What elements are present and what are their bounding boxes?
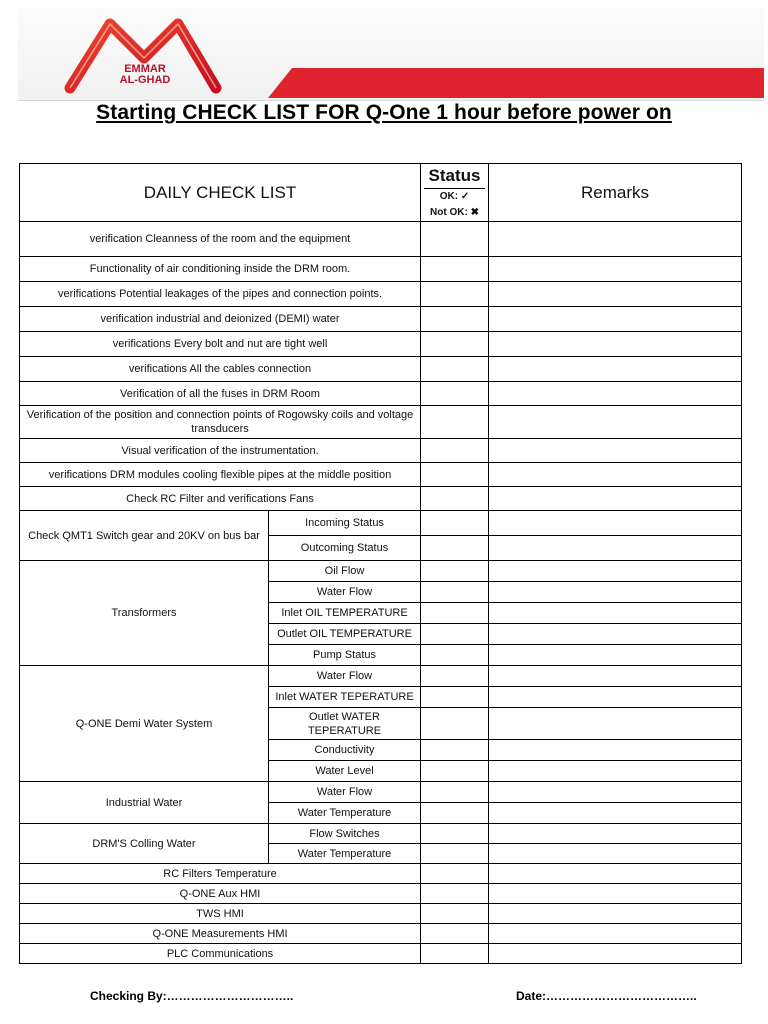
check-item: verification industrial and deionized (DEMI) water	[20, 307, 421, 332]
check-item: Verification of the position and connection points of Rogowsky coils and voltage transducers	[20, 406, 421, 439]
status-cell[interactable]	[421, 582, 489, 603]
sub-item: Outlet WATER TEPERATURE	[269, 708, 421, 740]
remarks-cell[interactable]	[489, 332, 742, 357]
remarks-cell[interactable]	[489, 382, 742, 406]
logo-text	[110, 64, 180, 86]
remarks-cell[interactable]	[489, 511, 742, 536]
group-label-industrial-water: Industrial Water	[20, 782, 269, 824]
status-cell[interactable]	[421, 487, 489, 511]
status-cell[interactable]	[421, 924, 489, 944]
emmar-al-ghad-logo	[62, 18, 224, 98]
table-row	[20, 511, 742, 536]
remarks-cell[interactable]	[489, 803, 742, 824]
date-field[interactable]: Date:………………………………..	[516, 989, 697, 1003]
status-cell[interactable]	[421, 687, 489, 708]
sub-item: Water Temperature	[269, 803, 421, 824]
table-row	[20, 439, 742, 463]
table-row	[20, 561, 742, 582]
sub-item: Water Flow	[269, 666, 421, 687]
status-cell[interactable]	[421, 666, 489, 687]
remarks-header: Remarks	[489, 164, 742, 222]
table-row	[20, 944, 742, 964]
daily-check-list-header: DAILY CHECK LIST	[20, 164, 421, 222]
sub-item: Outcoming Status	[269, 536, 421, 561]
status-cell[interactable]	[421, 406, 489, 439]
check-item: Verification of all the fuses in DRM Room	[20, 382, 421, 406]
status-cell[interactable]	[421, 307, 489, 332]
sub-item: Water Flow	[269, 582, 421, 603]
remarks-cell[interactable]	[489, 561, 742, 582]
logo-line-2: AL-GHAD	[119, 74, 171, 86]
remarks-cell[interactable]	[489, 884, 742, 904]
remarks-cell[interactable]	[489, 708, 742, 740]
remarks-cell[interactable]	[489, 357, 742, 382]
status-cell[interactable]	[421, 708, 489, 740]
remarks-cell[interactable]	[489, 282, 742, 307]
check-item: verifications Potential leakages of the pipes and connection points.	[20, 282, 421, 307]
status-cell[interactable]	[421, 782, 489, 803]
table-row	[20, 487, 742, 511]
remarks-cell[interactable]	[489, 307, 742, 332]
check-item: Q-ONE Measurements HMI	[20, 924, 421, 944]
remarks-cell[interactable]	[489, 904, 742, 924]
check-item: verification Cleanness of the room and the equipment	[20, 222, 421, 257]
status-cell[interactable]	[421, 439, 489, 463]
sub-item: Inlet WATER TEPERATURE	[269, 687, 421, 708]
remarks-cell[interactable]	[489, 487, 742, 511]
status-cell[interactable]	[421, 624, 489, 645]
check-item: PLC Communications	[20, 944, 421, 964]
group-label-demi-water: Q-ONE Demi Water System	[20, 666, 269, 782]
status-cell[interactable]	[421, 222, 489, 257]
status-not-ok-legend: Not OK: ✖	[430, 207, 479, 218]
status-cell[interactable]	[421, 803, 489, 824]
table-row	[20, 307, 742, 332]
table-row	[20, 282, 742, 307]
sub-item: Water Flow	[269, 782, 421, 803]
remarks-cell[interactable]	[489, 687, 742, 708]
table-row	[20, 406, 742, 439]
check-item: Visual verification of the instrumentation.	[20, 439, 421, 463]
table-row	[20, 782, 742, 803]
remarks-cell[interactable]	[489, 406, 742, 439]
remarks-cell[interactable]	[489, 864, 742, 884]
status-header	[421, 164, 489, 222]
page-title: Starting CHECK LIST FOR Q-One 1 hour before power on	[96, 101, 672, 124]
table-row	[20, 864, 742, 884]
group-label-drm-cooling-water: DRM'S Colling Water	[20, 824, 269, 864]
table-row	[20, 904, 742, 924]
table-row	[20, 884, 742, 904]
table-row	[20, 463, 742, 487]
check-item: Functionality of air conditioning inside the DRM room.	[20, 257, 421, 282]
remarks-cell[interactable]	[489, 740, 742, 761]
group-label-qmt1: Check QMT1 Switch gear and 20KV on bus bar	[20, 511, 269, 561]
checking-by-field[interactable]: Checking By:…………………………..	[90, 989, 294, 1003]
check-item: TWS HMI	[20, 904, 421, 924]
status-cell[interactable]	[421, 904, 489, 924]
remarks-cell[interactable]	[489, 257, 742, 282]
status-cell[interactable]	[421, 844, 489, 864]
remarks-cell[interactable]	[489, 463, 742, 487]
status-cell[interactable]	[421, 761, 489, 782]
remarks-cell[interactable]	[489, 824, 742, 844]
header-accent-band	[268, 68, 764, 98]
table-row	[20, 666, 742, 687]
sub-item: Conductivity	[269, 740, 421, 761]
sub-item: Incoming Status	[269, 511, 421, 536]
status-cell[interactable]	[421, 884, 489, 904]
check-item: RC Filters Temperature	[20, 864, 421, 884]
check-item: verifications DRM modules cooling flexible pipes at the middle position	[20, 463, 421, 487]
status-cell[interactable]	[421, 740, 489, 761]
remarks-cell[interactable]	[489, 536, 742, 561]
sub-item: Water Temperature	[269, 844, 421, 864]
status-cell[interactable]	[421, 603, 489, 624]
remarks-cell[interactable]	[489, 924, 742, 944]
table-header-row	[20, 164, 742, 222]
remarks-cell[interactable]	[489, 782, 742, 803]
sub-item: Water Level	[269, 761, 421, 782]
remarks-cell[interactable]	[489, 944, 742, 964]
status-cell[interactable]	[421, 282, 489, 307]
remarks-cell[interactable]	[489, 603, 742, 624]
daily-check-table	[19, 163, 742, 964]
remarks-cell[interactable]	[489, 624, 742, 645]
status-cell[interactable]	[421, 357, 489, 382]
table-row	[20, 332, 742, 357]
table-row	[20, 382, 742, 406]
remarks-cell[interactable]	[489, 761, 742, 782]
status-cell[interactable]	[421, 382, 489, 406]
status-title: Status	[424, 164, 485, 189]
status-cell[interactable]	[421, 257, 489, 282]
check-item: verifications All the cables connection	[20, 357, 421, 382]
remarks-cell[interactable]	[489, 844, 742, 864]
remarks-cell[interactable]	[489, 582, 742, 603]
table-row	[20, 257, 742, 282]
sub-item: Inlet OIL TEMPERATURE	[269, 603, 421, 624]
status-cell[interactable]	[421, 944, 489, 964]
status-cell[interactable]	[421, 332, 489, 357]
group-label-transformers: Transformers	[20, 561, 269, 666]
table-row	[20, 824, 742, 844]
table-row	[20, 357, 742, 382]
logo-line-1: EMMAR	[124, 63, 166, 75]
check-item: verifications Every bolt and nut are tight well	[20, 332, 421, 357]
remarks-cell[interactable]	[489, 666, 742, 687]
remarks-cell[interactable]	[489, 222, 742, 257]
status-cell[interactable]	[421, 463, 489, 487]
sub-item: Outlet OIL TEMPERATURE	[269, 624, 421, 645]
status-ok-legend: OK: ✓	[439, 191, 470, 202]
sub-item: Flow Switches	[269, 824, 421, 844]
remarks-cell[interactable]	[489, 645, 742, 666]
remarks-cell[interactable]	[489, 439, 742, 463]
sub-item: Oil Flow	[269, 561, 421, 582]
status-cell[interactable]	[421, 864, 489, 884]
check-item: Check RC Filter and verifications Fans	[20, 487, 421, 511]
table-row	[20, 924, 742, 944]
status-cell[interactable]	[421, 536, 489, 561]
sub-item: Pump Status	[269, 645, 421, 666]
check-item: Q-ONE Aux HMI	[20, 884, 421, 904]
status-cell[interactable]	[421, 824, 489, 844]
status-cell[interactable]	[421, 511, 489, 536]
status-cell[interactable]	[421, 645, 489, 666]
status-cell[interactable]	[421, 561, 489, 582]
table-row	[20, 222, 742, 257]
